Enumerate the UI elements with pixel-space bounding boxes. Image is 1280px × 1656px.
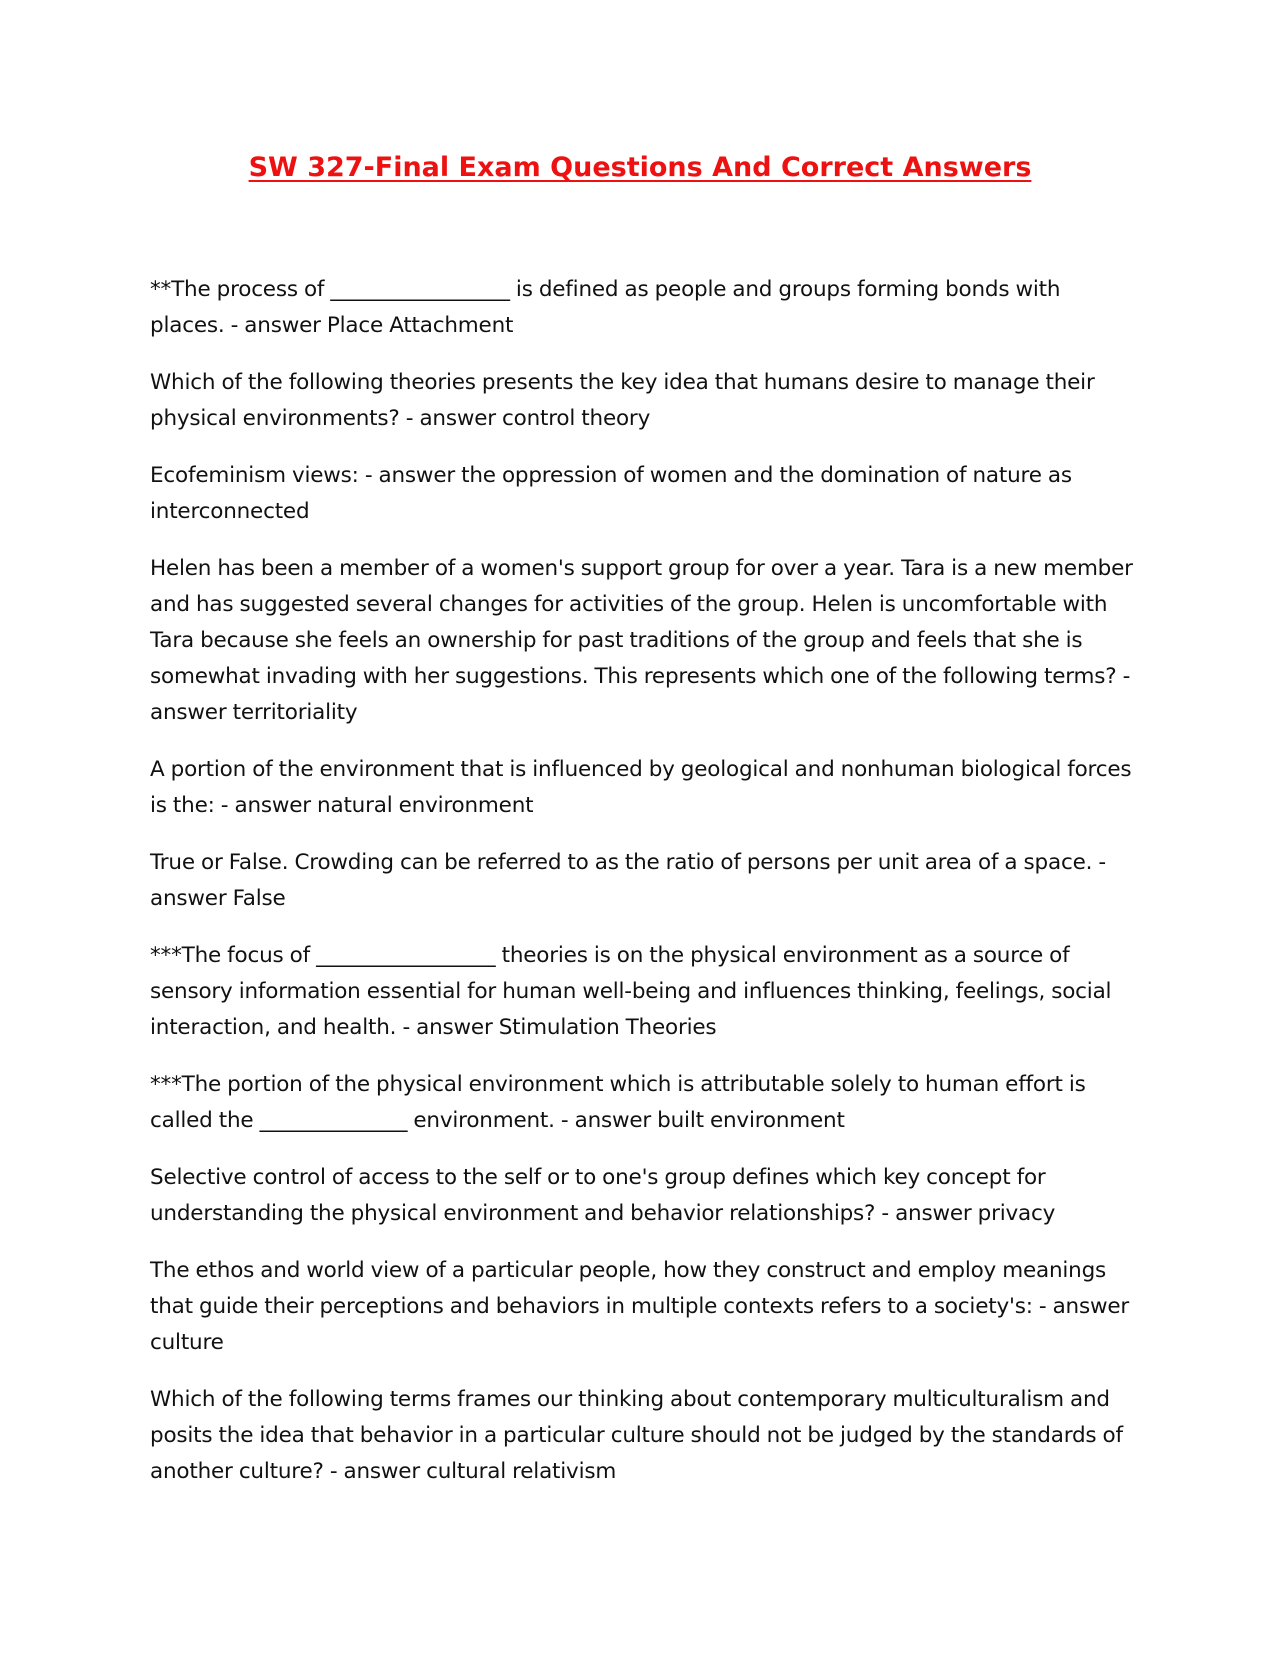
qa-item: Selective control of access to the self or to one's group defines which key concept for understanding the physical environment and behavior relationships? - answer privacy <box>150 1165 1056 1226</box>
qa-item: True or False. Crowding can be referred to as the ratio of persons per unit area of a space. - answer False <box>150 850 1106 911</box>
qa-item: A portion of the environment that is influenced by geological and nonhuman biological forces is the: - answer natural environment <box>150 757 1132 818</box>
qa-item: Which of the following theories presents the key idea that humans desire to manage their physical environments? - answer control theory <box>150 370 1095 431</box>
document-title: SW 327-Final Exam Questions And Correct Answers <box>248 152 1032 183</box>
qa-item: Helen has been a member of a women's support group for over a year. Tara is a new member and has suggested several changes for activities of the group. Helen is uncomfortable with Tara because she feels an ownership for past traditions of the group and feels that she is somewhat invading with her suggestions. This represents which one of the following terms? - answer territoriality <box>150 556 1133 725</box>
qa-list <box>150 272 1136 1511</box>
qa-item: ***The portion of the physical environment which is attributable solely to human effort is called the ______________ environment. - answer built environment <box>150 1072 1086 1133</box>
qa-item: Ecofeminism views: - answer the oppression of women and the domination of nature as interconnected <box>150 463 1072 524</box>
qa-item: ***The focus of _________________ theories is on the physical environment as a source of sensory information essential for human well-being and influences thinking, feelings, social interaction, and health. - answer Stimulation Theories <box>150 943 1112 1040</box>
qa-item: The ethos and world view of a particular people, how they construct and employ meanings that guide their perceptions and behaviors in multiple contexts refers to a society's: - answer culture <box>150 1258 1130 1355</box>
qa-item: **The process of _________________ is defined as people and groups forming bonds with places. - answer Place Attachment <box>150 277 1061 338</box>
qa-item: Which of the following terms frames our thinking about contemporary multiculturalism and posits the idea that behavior in a particular culture should not be judged by the standards of another culture? - answer cultural relativism <box>150 1387 1123 1484</box>
